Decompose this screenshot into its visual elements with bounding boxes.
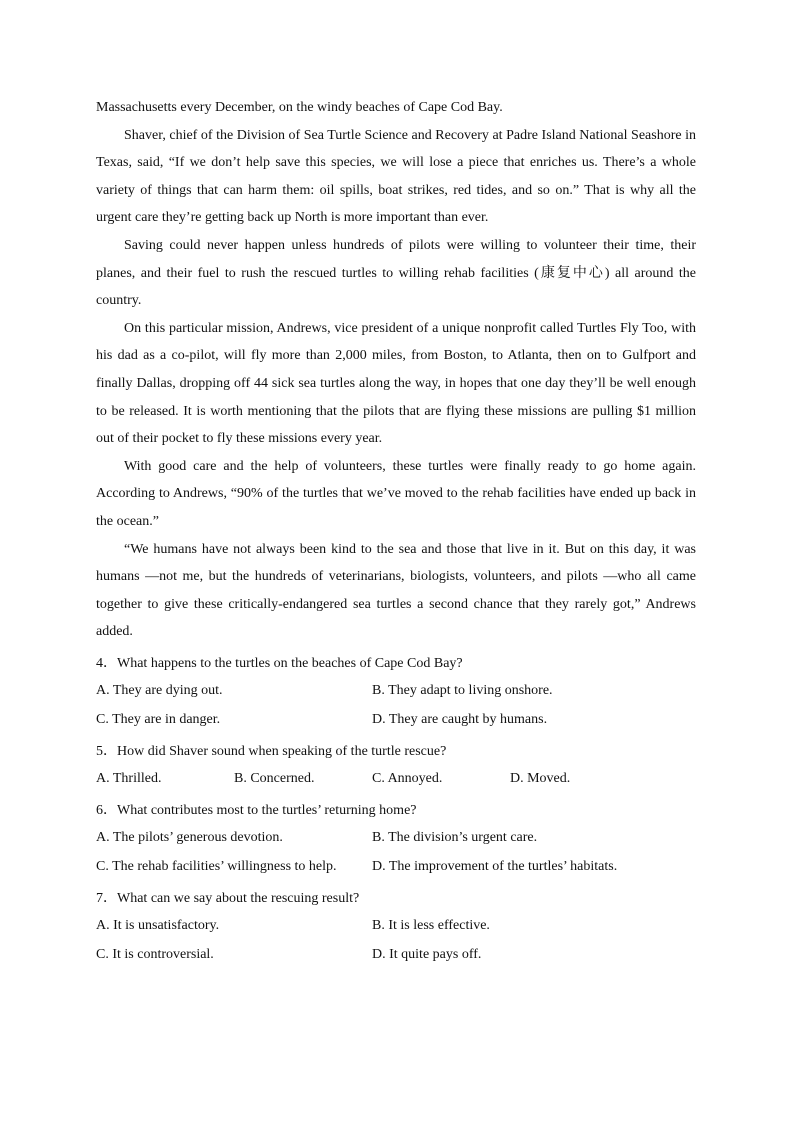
option-a: A. Thrilled.: [96, 770, 162, 786]
options-row: [96, 676, 696, 705]
option-c: C. They are in danger.: [96, 711, 221, 727]
option-d: D. Moved.: [510, 770, 571, 786]
passage-paragraph-1: Massachusetts every December, on the windy beaches of Cape Cod Bay.: [96, 100, 503, 115]
passage-paragraph-5: With good care and the help of volunteers, these turtles were finally ready to go home again. According to Andrews, “90% of the turtles that we’ve moved to the rehab facilities have ended up back in the ocean.”: [96, 458, 696, 529]
option-a: A. They are dying out.: [96, 682, 223, 698]
option-b: B. They adapt to living onshore.: [372, 682, 553, 698]
option-b: B. Concerned.: [234, 770, 315, 786]
passage-paragraph-3: Saving could never happen unless hundreds of pilots were willing to volunteer their time, their planes, and their fuel to rush the rescued turtles to willing rehab facilities (康复中心) all around the country.: [96, 237, 696, 309]
options-row: [96, 852, 696, 881]
option-a: A. The pilots’ generous devotion.: [96, 829, 283, 845]
options-row: [96, 705, 696, 734]
passage-paragraph-6: “We humans have not always been kind to the sea and those that live in it. But on this day, it was humans —not me, but the hundreds of veterinarians, biologists, volunteers, and pilots —who all came together to give these critically-endangered sea turtles a second chance that they rarely got,” Andrews added.: [96, 541, 696, 640]
question-5: [96, 740, 696, 793]
question-stem: 4．What happens to the turtles on the beaches of Cape Cod Bay?: [96, 655, 463, 671]
options-row: [96, 823, 696, 852]
option-d: D. It quite pays off.: [372, 946, 482, 962]
option-c: C. It is controversial.: [96, 946, 214, 962]
passage-paragraph-2: Shaver, chief of the Division of Sea Turtle Science and Recovery at Padre Island National Seashore in Texas, said, “If we don’t help save this species, we will lose a piece that enriches us. There’s a whole variety of things that can harm them: oil spills, boat strikes, red tides, and so on.” That is why all the urgent care they’re getting back up North is more important than ever.: [96, 127, 696, 226]
option-b: B. The division’s urgent care.: [372, 829, 538, 845]
options-row: [96, 911, 696, 940]
question-stem: 5．How did Shaver sound when speaking of the turtle rescue?: [96, 743, 447, 759]
question-stem: 7．What can we say about the rescuing result?: [96, 890, 360, 906]
option-c: C. Annoyed.: [372, 770, 443, 786]
question-6: [96, 799, 696, 881]
question-stem: 6．What contributes most to the turtles’ returning home?: [96, 802, 417, 818]
question-7: [96, 887, 696, 969]
options-row: [96, 764, 696, 793]
option-a: A. It is unsatisfactory.: [96, 917, 220, 933]
option-c: C. The rehab facilities’ willingness to help.: [96, 858, 337, 874]
options-row: [96, 940, 696, 969]
question-4: [96, 652, 696, 734]
reading-passage: [96, 94, 696, 969]
passage-paragraph-4: On this particular mission, Andrews, vice president of a unique nonprofit called Turtles Fly Too, with his dad as a co-pilot, will fly more than 2,000 miles, from Boston, to Atlanta, then on to Gulfport and finally Dallas, dropping off 44 sick sea turtles along the way, in hopes that one day they’ll be well enough to be released. It is worth mentioning that the pilots that are flying these missions are pulling $1 million out of their pocket to fly these missions every year.: [96, 320, 696, 447]
option-b: B. It is less effective.: [372, 917, 490, 933]
option-d: D. They are caught by humans.: [372, 711, 548, 727]
option-d: D. The improvement of the turtles’ habitats.: [372, 858, 618, 874]
